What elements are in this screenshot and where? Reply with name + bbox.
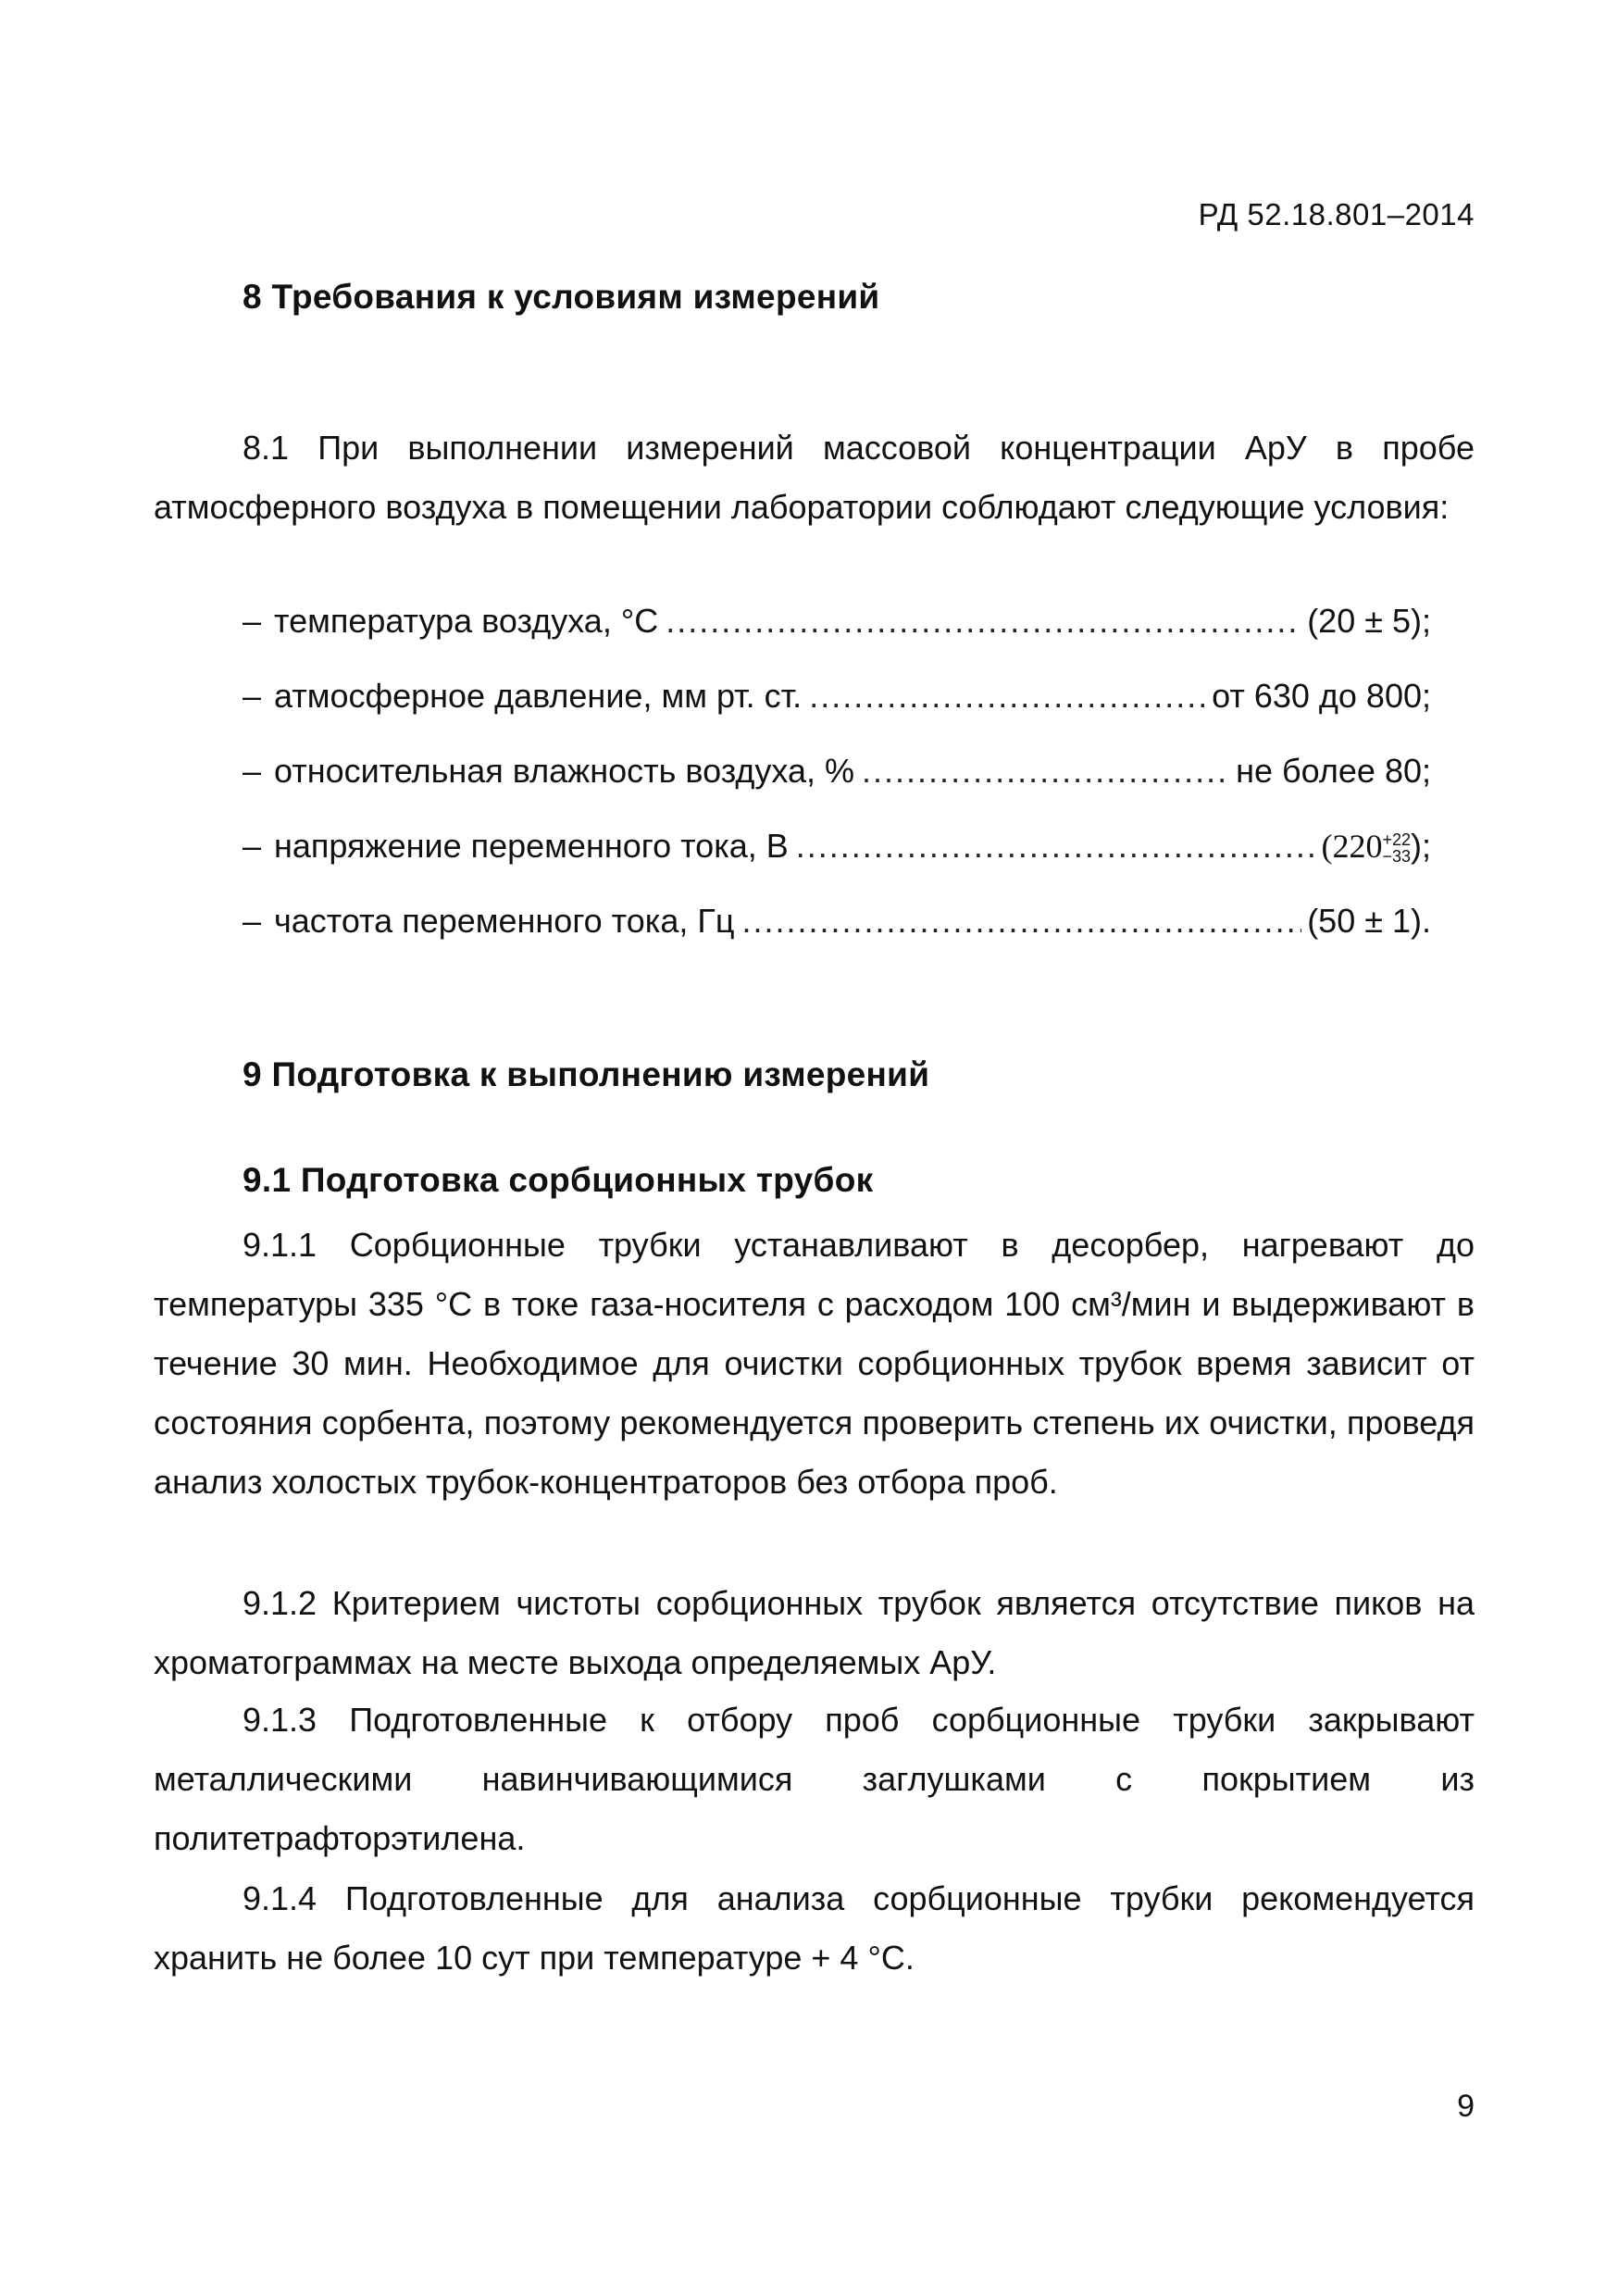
voltage-tolerance-plus: +22 [1382, 830, 1411, 850]
paragraph-9-1-3 [154, 1691, 1475, 1868]
section-8-heading: 8 Требования к условиям измерений [243, 278, 880, 316]
page-number: 9 [1457, 2089, 1475, 2124]
section-9-heading: 9 Подготовка к выполнению измерений [243, 1055, 930, 1093]
condition-item-humidity [243, 752, 1431, 827]
paragraph-9-1-1-text: 9.1.1 Сорбционные трубки устанавливают в десорбер, нагревают до температуры 335 °С в токе газа-носителя с расходом 100 см³/мин и выдерживают в течение 30 мин. Необходимое для очистки сорбционных трубок время зависит от состояния сорбента, поэтому рекомендуется проверить степень их очистки, проведя анализ холостых трубок-концентраторов без отбора проб. [154, 1226, 1475, 1501]
list-dash: – [243, 827, 262, 865]
voltage-tolerance-minus: −33 [1382, 847, 1411, 867]
conditions-list [243, 602, 1431, 977]
list-dash: – [243, 602, 262, 640]
paragraph-9-1-3-text: 9.1.3 Подготовленные к отбору проб сорбционные трубки закрывают металлическими навинчивающимися заглушками с покрытием из политетрафторэтилена. [154, 1701, 1475, 1857]
dot-leader [862, 752, 1230, 791]
voltage-tail: ); [1411, 827, 1431, 865]
condition-value: (20 ± 5); [1307, 602, 1431, 640]
condition-item-voltage [243, 827, 1431, 902]
list-dash: – [243, 752, 262, 790]
voltage-base: (220 [1321, 828, 1383, 865]
paragraph-8-1 [154, 418, 1475, 537]
list-dash: – [243, 902, 262, 940]
condition-value-voltage [1315, 827, 1431, 866]
dot-leader [809, 677, 1206, 716]
condition-value: (50 ± 1). [1307, 902, 1431, 940]
paragraph-9-1-4 [154, 1869, 1475, 1988]
paragraph-8-1-text: 8.1 При выполнении измерений массовой концентрации АрУ в пробе атмосферного воздуха в помещении лаборатории соблюдают следующие условия: [154, 429, 1475, 526]
list-dash: – [243, 677, 262, 715]
voltage-tolerance [1382, 831, 1411, 865]
condition-value: не более 80; [1236, 752, 1431, 790]
paragraph-9-1-1 [154, 1216, 1475, 1512]
condition-name: атмосферное давление, мм рт. ст. [274, 677, 803, 715]
dot-leader [666, 602, 1301, 641]
subsection-9-1-heading: 9.1 Подготовка сорбционных трубок [243, 1161, 874, 1199]
condition-name: температура воздуха, °С [274, 602, 659, 640]
condition-name: напряжение переменного тока, В [274, 827, 789, 865]
condition-value: от 630 до 800; [1212, 677, 1431, 715]
condition-item-pressure [243, 677, 1431, 752]
dot-leader [741, 902, 1301, 941]
paragraph-9-1-2 [154, 1574, 1475, 1692]
condition-name: частота переменного тока, Гц [274, 902, 735, 940]
condition-name: относительная влажность воздуха, % [274, 752, 855, 790]
paragraph-9-1-4-text: 9.1.4 Подготовленные для анализа сорбционные трубки рекомендуется хранить не более 10 сут при температуре + 4 °С. [154, 1879, 1475, 1977]
document-code: РД 52.18.801–2014 [1198, 197, 1475, 231]
paragraph-9-1-2-text: 9.1.2 Критерием чистоты сорбционных трубок является отсутствие пиков на хроматограммах на месте выхода определяемых АрУ. [154, 1584, 1475, 1681]
dot-leader [796, 827, 1316, 866]
condition-item-temperature [243, 602, 1431, 677]
condition-item-frequency [243, 902, 1431, 977]
